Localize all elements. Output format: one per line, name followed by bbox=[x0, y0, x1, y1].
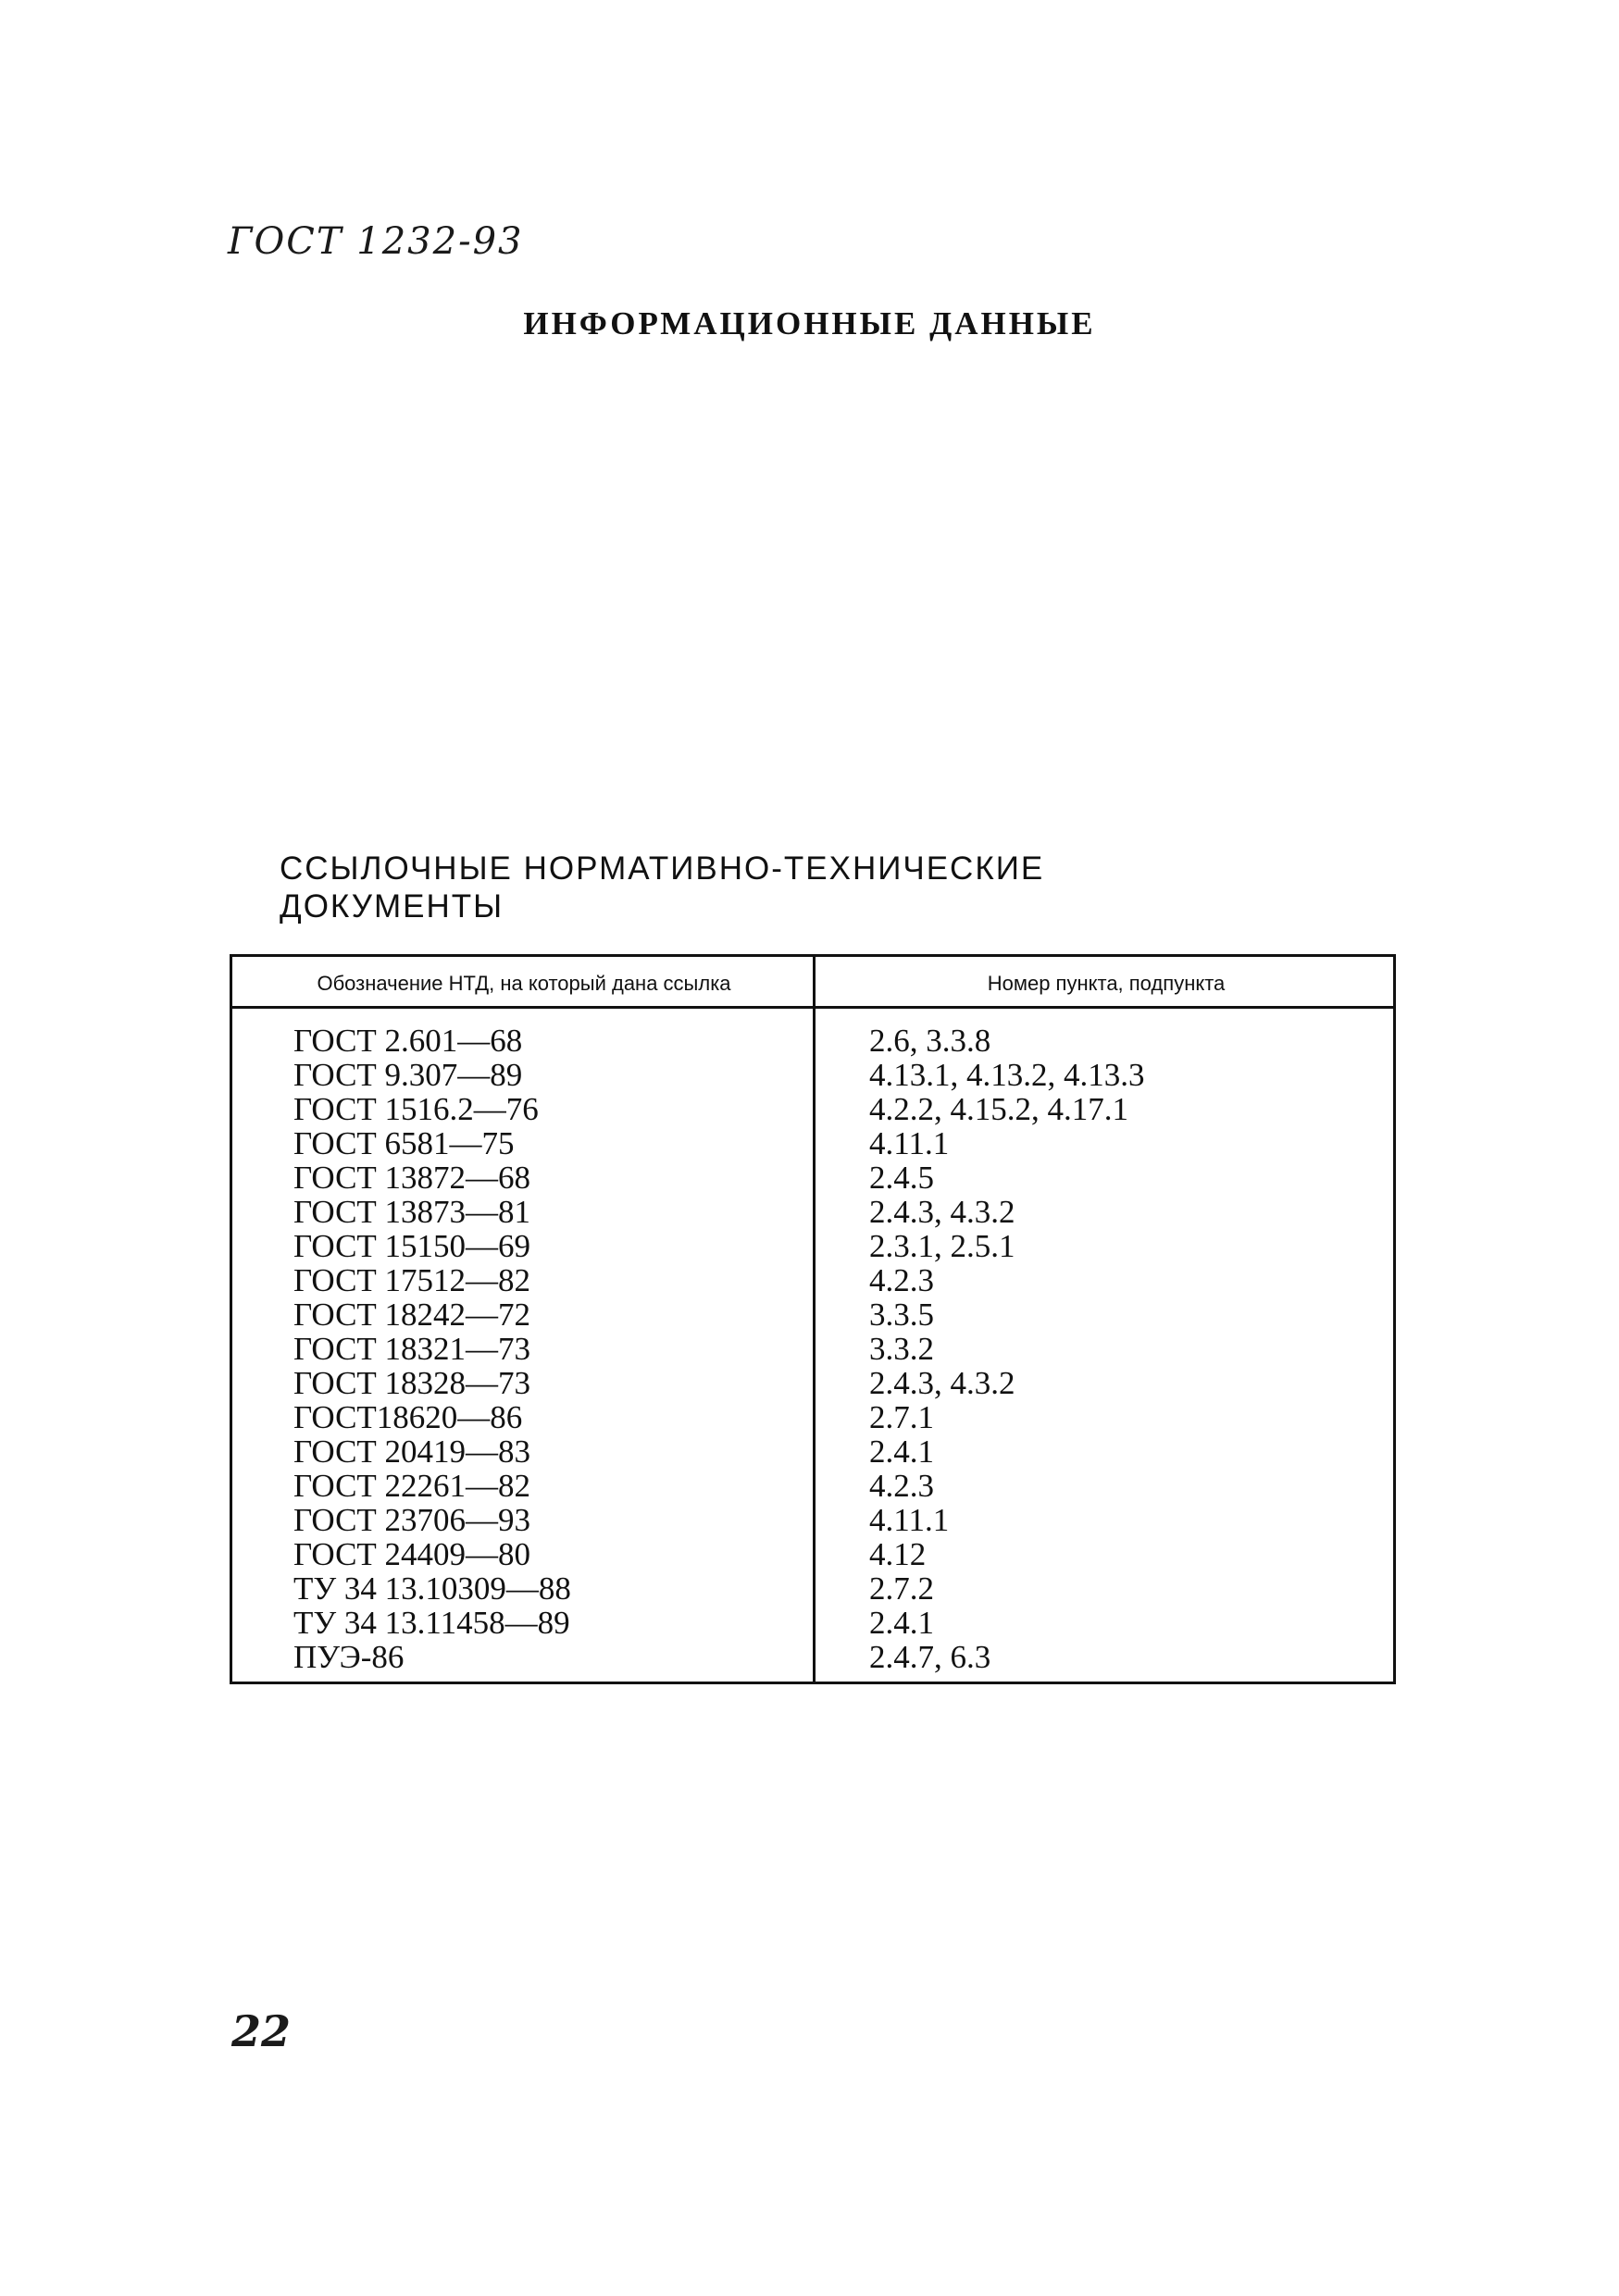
document-designation: ГОСТ18620—86 bbox=[293, 1399, 523, 1435]
document-designation: ПУЭ-86 bbox=[293, 1639, 405, 1675]
clause-number: 2.4.5 bbox=[869, 1160, 934, 1196]
document-designation: ГОСТ 6581—75 bbox=[293, 1125, 515, 1161]
document-designation: ГОСТ 17512—82 bbox=[293, 1262, 531, 1298]
clause-number: 4.2.3 bbox=[869, 1468, 934, 1504]
references-table bbox=[230, 954, 1396, 1684]
document-designation: ГОСТ 13873—81 bbox=[293, 1194, 531, 1230]
table-row bbox=[232, 1503, 1393, 1537]
document-designation: ГОСТ 22261—82 bbox=[293, 1468, 531, 1504]
clause-number: 2.4.1 bbox=[869, 1433, 934, 1470]
clause-number: 3.3.5 bbox=[869, 1297, 934, 1333]
clause-number: 2.7.1 bbox=[869, 1399, 934, 1435]
table-row bbox=[232, 1297, 1393, 1332]
clause-number: 2.4.3, 4.3.2 bbox=[869, 1194, 1015, 1230]
handwritten-standard-label: ГОСТ 1232-93 bbox=[228, 220, 524, 263]
document-designation: ГОСТ 2.601—68 bbox=[293, 1023, 523, 1059]
table-row bbox=[232, 1469, 1393, 1503]
document-designation: ГОСТ 13872—68 bbox=[293, 1160, 531, 1196]
table-row bbox=[232, 1263, 1393, 1297]
clause-number: 2.4.7, 6.3 bbox=[869, 1639, 991, 1675]
clause-number: 2.6, 3.3.8 bbox=[869, 1023, 991, 1059]
document-designation: ТУ 34 13.10309—88 bbox=[293, 1570, 571, 1607]
page-title: ИНФОРМАЦИОННЫЕ ДАННЫЕ bbox=[523, 305, 1096, 341]
document-designation: ГОСТ 15150—69 bbox=[293, 1228, 531, 1264]
section-title bbox=[280, 850, 1044, 925]
clause-number: 4.2.2, 4.15.2, 4.17.1 bbox=[869, 1091, 1128, 1127]
document-designation: ТУ 34 13.11458—89 bbox=[293, 1605, 570, 1641]
table-row bbox=[232, 1571, 1393, 1606]
clause-number: 2.4.3, 4.3.2 bbox=[869, 1365, 1015, 1401]
clause-number: 4.11.1 bbox=[869, 1502, 950, 1538]
table-row bbox=[232, 1024, 1393, 1058]
clause-number: 2.7.2 bbox=[869, 1570, 934, 1607]
table-row bbox=[232, 1160, 1393, 1195]
document-designation: ГОСТ 23706—93 bbox=[293, 1502, 531, 1538]
clause-number: 4.2.3 bbox=[869, 1262, 934, 1298]
column-header-document: Обозначение НТД, на который дана ссылка bbox=[317, 972, 731, 995]
table-header-row bbox=[232, 957, 1393, 1009]
page-number: 22 bbox=[231, 2006, 292, 2056]
clause-number: 4.12 bbox=[869, 1536, 927, 1572]
clause-number: 2.4.1 bbox=[869, 1605, 934, 1641]
document-designation: ГОСТ 24409—80 bbox=[293, 1536, 531, 1572]
document-designation: ГОСТ 18321—73 bbox=[293, 1331, 531, 1367]
table-row bbox=[232, 1092, 1393, 1126]
table-body bbox=[232, 1024, 1393, 1674]
table-row bbox=[232, 1126, 1393, 1160]
table-row bbox=[232, 1332, 1393, 1366]
table-row bbox=[232, 1229, 1393, 1263]
table-row bbox=[232, 1195, 1393, 1229]
document-designation: ГОСТ 1516.2—76 bbox=[293, 1091, 539, 1127]
table-row bbox=[232, 1537, 1393, 1571]
table-row bbox=[232, 1434, 1393, 1469]
table-row bbox=[232, 1366, 1393, 1400]
document-designation: ГОСТ 18328—73 bbox=[293, 1365, 531, 1401]
table-row bbox=[232, 1400, 1393, 1434]
table-row bbox=[232, 1058, 1393, 1092]
document-designation: ГОСТ 18242—72 bbox=[293, 1297, 531, 1333]
table-row bbox=[232, 1606, 1393, 1640]
clause-number: 4.13.1, 4.13.2, 4.13.3 bbox=[869, 1057, 1145, 1093]
section-title-line-1: ССЫЛОЧНЫЕ НОРМАТИВНО-ТЕХНИЧЕСКИЕ bbox=[280, 850, 1045, 887]
table-row bbox=[232, 1640, 1393, 1674]
clause-number: 2.3.1, 2.5.1 bbox=[869, 1228, 1015, 1264]
clause-number: 4.11.1 bbox=[869, 1125, 950, 1161]
document-designation: ГОСТ 9.307—89 bbox=[293, 1057, 523, 1093]
document-designation: ГОСТ 20419—83 bbox=[293, 1433, 531, 1470]
section-title-line-2: ДОКУМЕНТЫ bbox=[280, 888, 504, 925]
clause-number: 3.3.2 bbox=[869, 1331, 934, 1367]
column-header-clause: Номер пункта, подпункта bbox=[987, 972, 1226, 995]
